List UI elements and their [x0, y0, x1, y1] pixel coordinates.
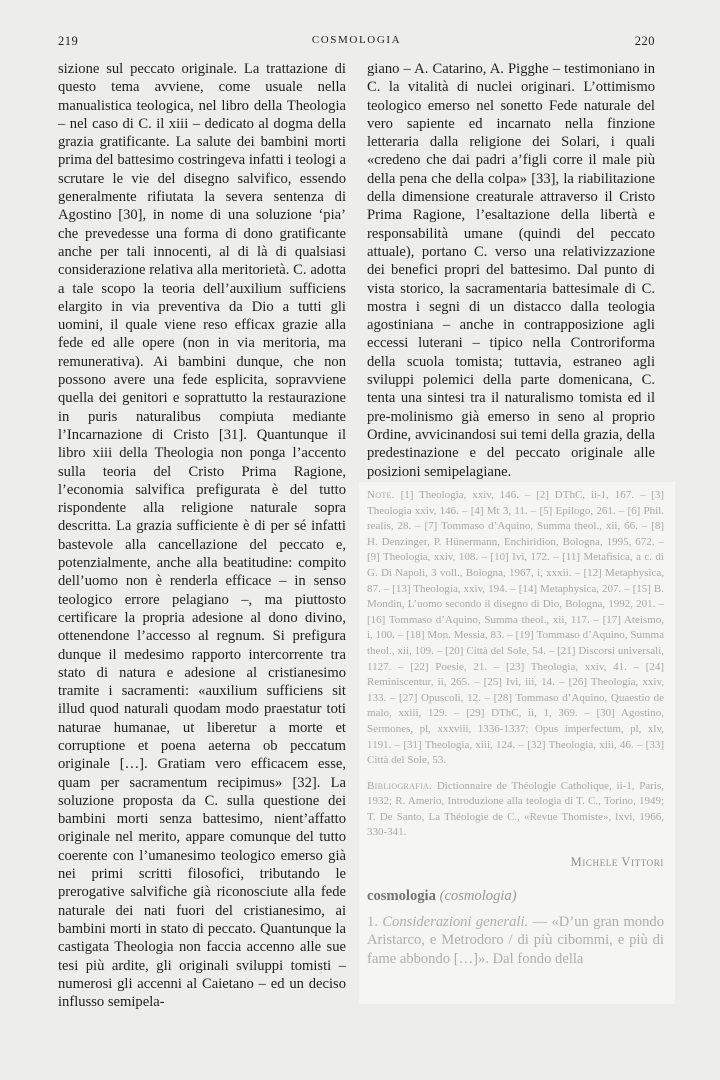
notes-text: [1] Theologia, xxiv, 146. – [2] DThC, ii-1, 167. – [3] Theologia xxiv, 146. – [4] Mt 3, 11. – [5] Epilogo, 261. – [6] Phil. realis, 28. – [7] Tommaso d’Aquino, Summa theol., xii, 66. – [8] H. Denzinger, P. Hünermann, Enchiridion, Bologna, 1995, 672. – [9] Theologia, xxiv, 108. – [10] Ivi, 172. – [11] Metafisica, a c. di G. Di Napoli, 3 voll., Bologna, 1967, i, xxxii. – [12] Metaphysica, 87. – [13] Theologia, xxiv, 194. – [14] Metaphysica, 207. – [15] B. Mondin, L’uomo secondo il disegno di Dio, Bologna, 1992, 201. – [16] Tommaso d’Aquino, Summa theol., xii, 117. – [17] Ateismo, i, 100. – [18] Mon. Messia, 83. – [19] Tommaso d’Aquino, Summa theol., xii, 109. – [20] Città del Sole, 54. – [21] Discorsi universali, 1127. – [22] Poesie, 21. – [23] Theologia, xxiv, 41. – [24] Reminiscentur, ii, 265. – [25] Ivi, iii, 14. – [26] Theologia, xxiv, 133. – [27] Opuscoli, 12. – [28] Tommaso d’Aquino, Quaestio de malo, xxiii, 129. – [29] DThC, ii, 1, 369. – [30] Agostino, Sermones, pl, xxxviii, 1336-1337; Opus imperfectum, pl, xlv, 1191. – [31] Theologia, xiii, 124. – [32] Theologia, xiii, 46. – [33] Città del Sole, 53. [367, 489, 664, 767]
notes-content [367, 488, 664, 968]
running-header [58, 34, 655, 52]
notes-label: Note. [367, 489, 395, 501]
next-entry-body [367, 913, 664, 968]
section-title: Considerazioni generali. [382, 914, 529, 931]
bibliography [367, 779, 664, 841]
notes-panel [359, 482, 675, 1004]
entry-term: cosmologia [367, 888, 436, 905]
section-text: — «D’un gran mondo Aristarco, e Metrodoro / di più cibommi, e più di fame abbondo […]». Dal fondo della [367, 914, 664, 967]
text-column-right: giano – A. Catarino, A. Pigghe – testimoniano in C. la vitalità di nuclei originari. L’ottimismo teologico emerso nel sonetto Fede naturale del vero sapiente ed incarnato nella finzione letteraria dalla religione dei Solari, i quali «credeno che dai padri a’figli corre il male più della pena che della colpa» [33], la riabilitazione della dimensione creaturale attraverso il Cristo Prima Ragione, l’esaltazione della libertà e responsabilità umane (quindi del peccato attuale), portano C. verso una relativizzazione dei benefici propri del battesimo. Dal punto di vista storico, la sacramentaria battesimale di C. mostra i segni di un distacco dalla teologia agostiniana – anche in contrapposizione agli eccessi luterani – tipico nella Controriforma della scuola tomista; tuttavia, estraneo agli sviluppi polemici della parte domenicana, C. tenta una sintesi tra il naturalismo tomista ed il pre-molinismo già emerso in seno al proprio Ordine, avvicinandosi sui temi della grazia, della predestinazione e del peccato originale alle posizioni semipelagiane. [367, 61, 655, 480]
bibliography-text: Dictionnaire de Théologie Catholique, ii-1, Paris, 1932; R. Amerio, Introduzione alla teologia di T. C., Torino, 1949; T. De Santo, La Théologie de C., «Revue Thomiste», lxvi, 1966, 330-341. [367, 779, 665, 839]
page-number-right: 220 [634, 34, 655, 48]
entry-variant: (cosmologia) [439, 888, 517, 905]
text-column-left: sizione sul peccato originale. La trattazione di questo tema avviene, come usuale nella manualistica teologica, nel libro della Theologia – nel caso di C. il xiii – dedicato al dogma della grazia gratificante. La salute dei bambini morti prima del battesimo costringeva infatti i teologi a scrutare le vie del disegno salvifico, essendo generalmente rifiutata la severa sentenza di Agostino [30], in nome di una soluzione ‘pia’ che prevedesse una forma di dono gratificante anche per tali innocenti, al di là di qualsiasi considerazione relativa alla meritorietà. C. adotta a tale scopo la teoria dell’auxilium sufficiens elargito in via preventiva da Dio a tutti gli uomini, il quale viene reso efficax grazie alla fede ed alle opere (non in via meritoria, ma remunerativa). Ai bambini dunque, che non possono avere una fede esplicita, sopravviene quella dei genitori e soprattutto la restaurazione in puris naturalibus compiuta mediante l’Incarnazione di Cristo [31]. Quantunque il libro xiii della Theologia non ponga l’accento sulla teoria del Cristo Prima Ragione, l’economia salvifica prefigurata è del tutto rispondente alla religione naturale sopra descritta. La grazia sufficiente è di per sé infatti bastevole alla cancellazione del peccato e, potenzialmente, anche alla beatitudine: compito dell’uomo non è renderla efficace – in senso teologico errore pelagiano –, ma piuttosto certificare la propria adesione al dono divino, ottenendone l’accesso al regnum. Si prefigura dunque il medesimo rapporto intercorrente tra stato di natura e adesione al cristianesimo tramite i sacramenti: «auxilium sufficiens sit illud quod naturali quodam modo praestatur toti naturae humanae, ut liberetur a morte et corruptione et poena aeterna ob peccatum originale […]. Gratiam vero efficacem esse, quam per sacramentum recipimus» [32]. La soluzione proposta da C. sulla questione dei bambini morti senza battesimo, nient’affatto originale nel merito, appare comunque del tutto coerente con l’umanesimo teologico emerso già nei primi scritti filosofici, tributando le prerogative salvifiche già riconosciute alla fede naturale dei nati fuori del cristianesimo, ai bambini morti in stato di peccato. Quantunque la castigata Theologia non faccia accenno alle sue tesi più ardite, gli originali sviluppi tomisti – numerosi gli accenni al Caietano – ed un deciso influsso semipela- [58, 61, 346, 1011]
footnotes [367, 488, 664, 769]
next-entry-heading [367, 888, 664, 905]
running-title: COSMOLOGIA [311, 34, 402, 46]
bibliography-label: Bibliografia. [367, 779, 433, 792]
section-number: 1. [367, 914, 378, 931]
page-number-left: 219 [58, 34, 79, 48]
author-signature: Michele Vittori [570, 855, 664, 870]
